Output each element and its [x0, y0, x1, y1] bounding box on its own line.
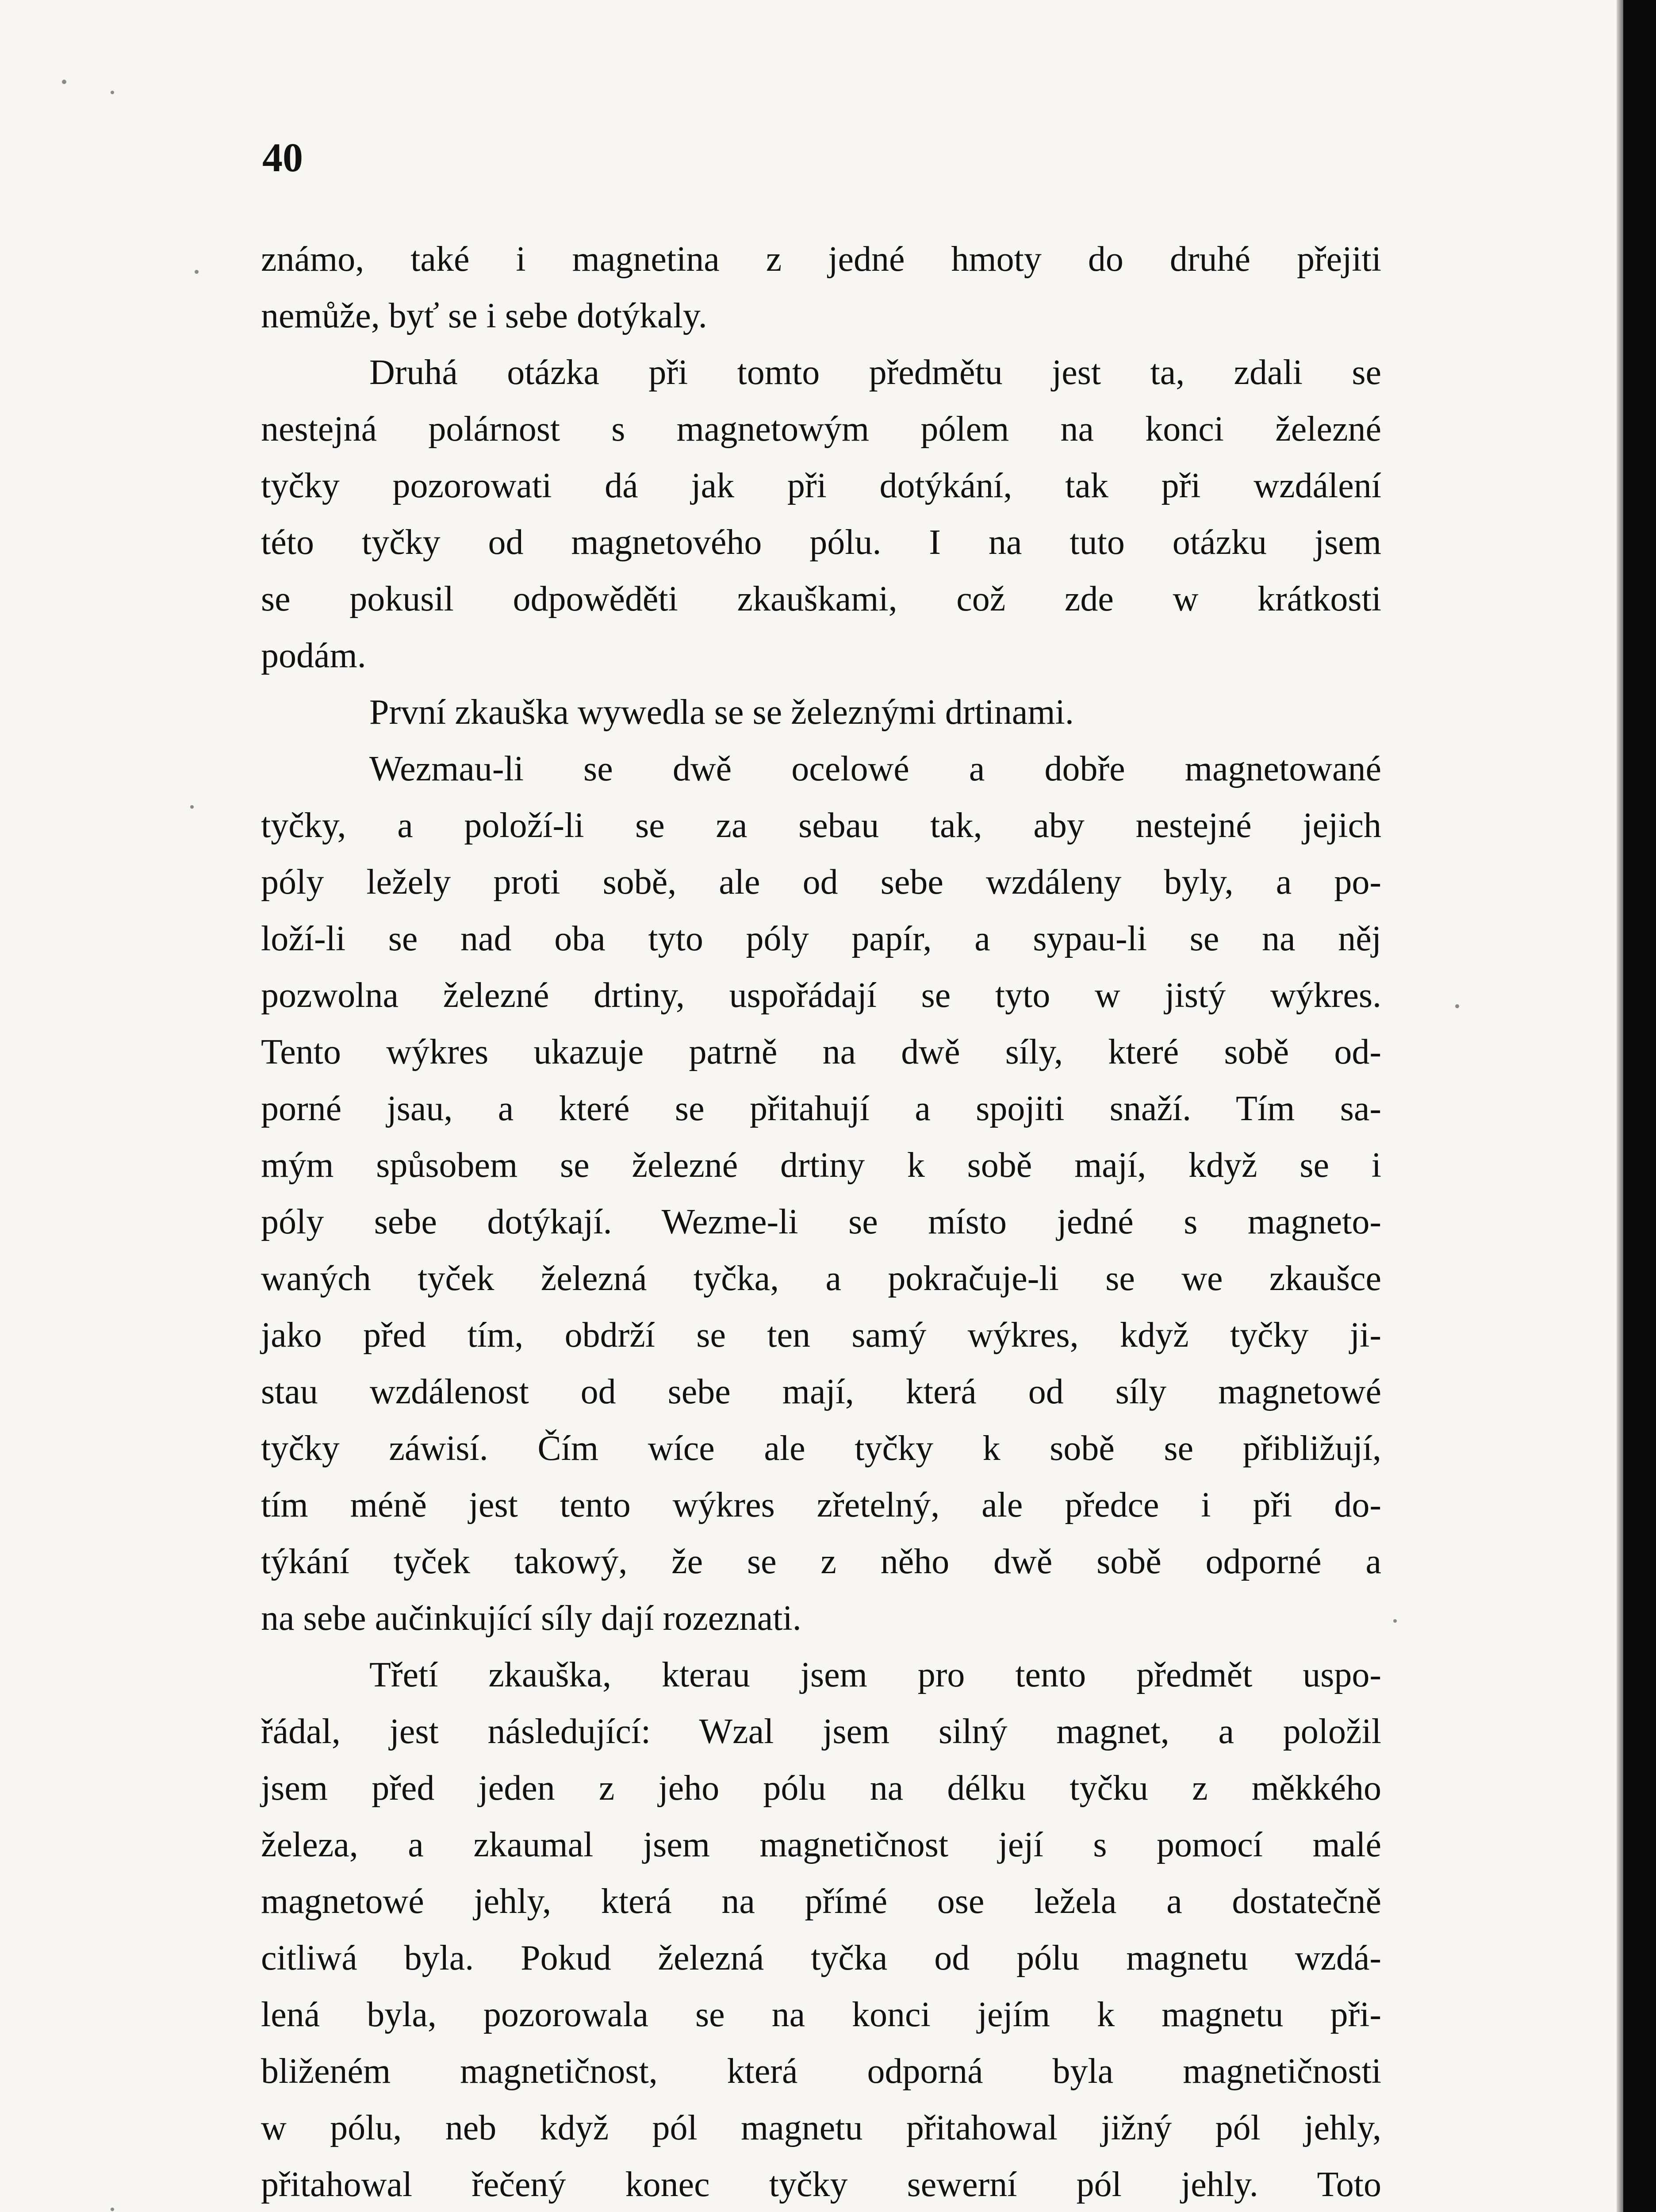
paper-speck: [1393, 1619, 1397, 1623]
text-line: tyčky pozorowati dá jak při dotýkání, tak při wzdálení: [261, 466, 1381, 505]
text-line: w pólu, neb když pól magnetu přitahowal jižný pól jehly,: [261, 2108, 1381, 2147]
text-line: porné jsau, a které se přitahují a spojiti snaží. Tím sa-: [261, 1089, 1381, 1128]
text-line: póly sebe dotýkají. Wezme-li se místo jedné s magneto-: [261, 1202, 1381, 1241]
text-line: tyčky, a položí-li se za sebau tak, aby nestejné jejich: [261, 806, 1381, 845]
text-line: loží-li se nad oba tyto póly papír, a sypau-li se na něj: [261, 919, 1381, 958]
text-line: waných tyček železná tyčka, a pokračuje-li se we zkaušce: [261, 1259, 1381, 1298]
text-line: se pokusil odpowěděti zkauškami, což zde w krátkosti: [261, 580, 1381, 618]
text-line: Tento wýkres ukazuje patrně na dwě síly, které sobě od-: [261, 1033, 1381, 1071]
text-line: tyčky záwisí. Čím wíce ale tyčky k sobě se přibližují,: [261, 1429, 1381, 1468]
text-line: nemůže, byť se i sebe dotýkaly.: [261, 296, 707, 335]
text-line: nestejná polárnost s magnetowým pólem na konci železné: [261, 410, 1381, 449]
text-line: lená byla, pozorowala se na konci jejím k magnetu při-: [261, 1995, 1381, 2034]
section-heading: První zkauška wywedla se se železnými drtinami.: [369, 693, 1074, 732]
text-line: této tyčky od magnetového pólu. I na tuto otázku jsem: [261, 523, 1381, 562]
paper-speck: [190, 805, 194, 809]
text-line: magnetowé jehly, která na přímé ose ležela a dostatečně: [261, 1882, 1381, 1921]
page-edge: [1623, 0, 1656, 2212]
paper-speck: [111, 91, 114, 94]
text-line: bliženém magnetičnost, která odporná byla magnetičnosti: [261, 2052, 1381, 2091]
text-line: jsem před jeden z jeho pólu na délku tyčku z měkkého: [261, 1769, 1381, 1808]
text-line: pozwolna železné drtiny, uspořádají se tyto w jistý wýkres.: [261, 976, 1381, 1015]
paper-speck: [111, 2208, 114, 2211]
paper-speck: [1455, 1004, 1459, 1008]
text-line: Druhá otázka při tomto předmětu jest ta, zdali se: [369, 353, 1381, 392]
text-line: Třetí zkauška, kterau jsem pro tento předmět uspo-: [369, 1655, 1381, 1694]
paper-speck: [195, 270, 199, 274]
text-line: citliwá byla. Pokud železná tyčka od pólu magnetu wzdá-: [261, 1939, 1381, 1978]
text-line: na sebe aučinkující síly dají rozeznati.: [261, 1599, 801, 1638]
text-line: řádal, jest následující: Wzal jsem silný magnet, a položil: [261, 1712, 1381, 1751]
page-fold-shadow: [1617, 0, 1624, 2212]
text-line: podám.: [261, 636, 366, 675]
text-line: týkání tyček takowý, že se z něho dwě sobě odporné a: [261, 1542, 1381, 1581]
text-line: mým spůsobem se železné drtiny k sobě mají, když se i: [261, 1146, 1381, 1185]
text-line: Wezmau-li se dwě ocelowé a dobře magnetowané: [369, 749, 1381, 788]
body-text: [261, 231, 1381, 2212]
page-number: 40: [262, 135, 303, 180]
text-line: přitahowal řečený konec tyčky sewerní pól jehly. Toto: [261, 2165, 1381, 2204]
paper-speck: [62, 80, 66, 84]
text-line: póly ležely proti sobě, ale od sebe wzdáleny byly, a po-: [261, 863, 1381, 902]
text-line: jako před tím, obdrží se ten samý wýkres, když tyčky ji-: [261, 1316, 1381, 1355]
text-line: tím méně jest tento wýkres zřetelný, ale předce i při do-: [261, 1486, 1381, 1525]
text-line: stau wzdálenost od sebe mají, která od síly magnetowé: [261, 1372, 1381, 1411]
text-line: známo, také i magnetina z jedné hmoty do druhé přejiti: [261, 240, 1381, 279]
text-line: železa, a zkaumal jsem magnetičnost její s pomocí malé: [261, 1825, 1381, 1864]
